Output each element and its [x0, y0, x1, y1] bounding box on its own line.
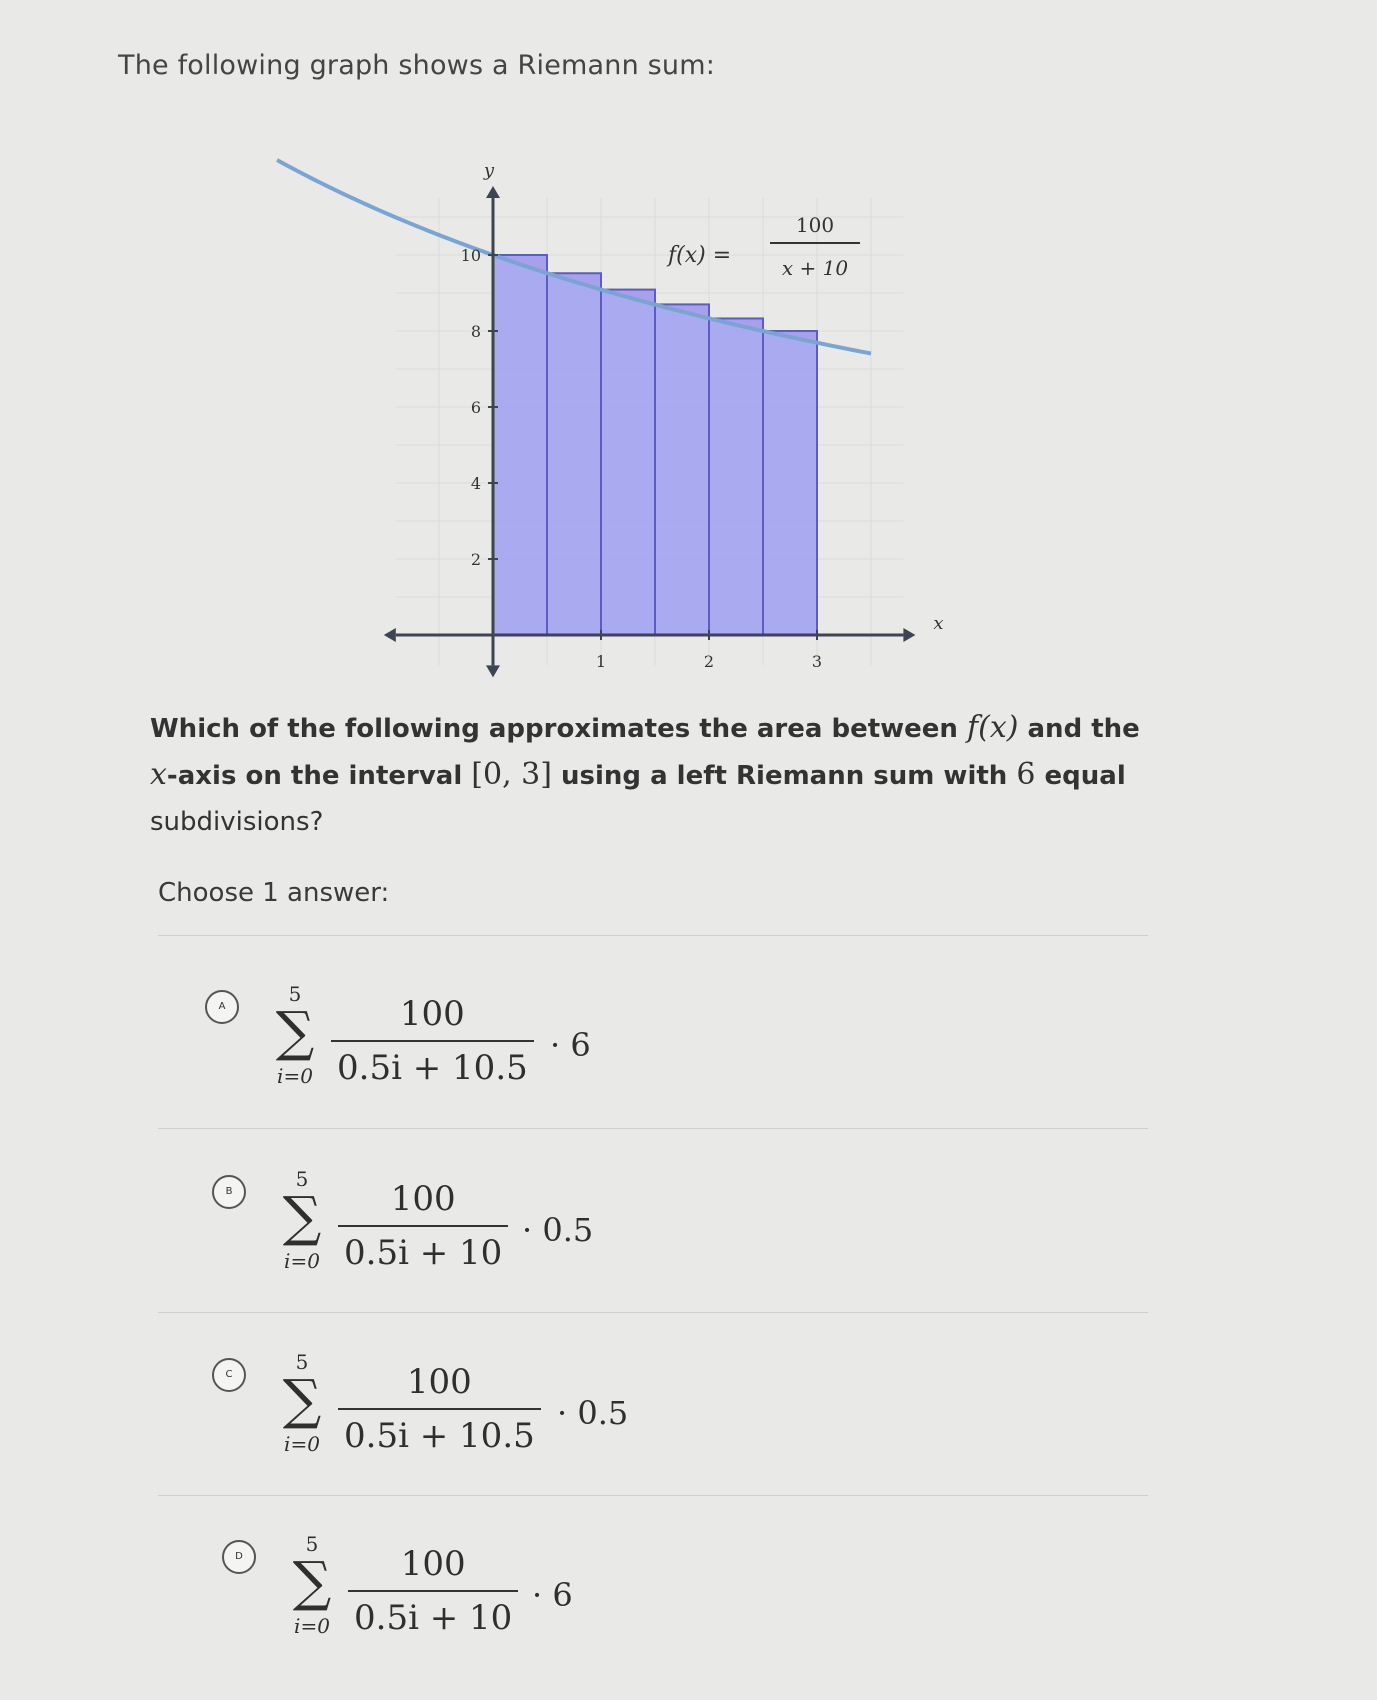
sigma-b — [272, 1167, 332, 1273]
divider — [158, 1128, 1148, 1129]
sigma-symbol-a: ∑ — [275, 1000, 315, 1063]
x-tick-label: 1 — [595, 652, 607, 671]
sigma-upper-b: 5 — [295, 1167, 309, 1191]
sigma-lower-a: i=0 — [277, 1064, 313, 1088]
sigma-c — [272, 1350, 332, 1456]
y-axis-arrow-down — [486, 665, 500, 677]
choice-b[interactable] — [212, 1167, 712, 1335]
denominator-d: 0.5i + 10 — [348, 1590, 518, 1638]
sum-expression-d — [282, 1532, 702, 1672]
riemann-rectangle-4 — [655, 304, 709, 635]
sigma-symbol-b: ∑ — [282, 1185, 322, 1248]
question-part1: Which of the following approximates the area between — [150, 714, 958, 744]
x-axis-arrow-left — [384, 628, 396, 642]
choice-a[interactable] — [205, 982, 705, 1150]
sigma-upper-a: 5 — [288, 982, 302, 1006]
question-part4: using a left Riemann sum with — [561, 761, 1008, 791]
question-part6: subdivisions? — [150, 807, 324, 837]
multiplier-b: · 0.5 — [522, 1211, 594, 1249]
sigma-d — [282, 1532, 342, 1638]
question-xvar: x — [150, 757, 167, 792]
sum-expression-c — [272, 1350, 692, 1490]
x-axis-label: x — [933, 613, 944, 634]
multiplier-c: · 0.5 — [557, 1394, 629, 1432]
denominator-a: 0.5i + 10.5 — [331, 1040, 534, 1088]
x-tick-label: 3 — [811, 652, 823, 671]
multiplier-d: · 6 — [532, 1576, 573, 1614]
fraction-a — [331, 994, 534, 1088]
y-tick-label: 4 — [470, 474, 481, 493]
question-part3: -axis on the interval — [166, 761, 463, 791]
sum-expression-b — [272, 1167, 692, 1307]
denominator-b: 0.5i + 10 — [338, 1225, 508, 1273]
sum-expression-a — [265, 982, 685, 1122]
sigma-symbol-c: ∑ — [282, 1368, 322, 1431]
denominator-c: 0.5i + 10.5 — [338, 1408, 541, 1456]
y-tick-label: 2 — [470, 550, 481, 569]
radio-c[interactable]: C — [212, 1358, 246, 1392]
intro-text: The following graph shows a Riemann sum: — [118, 50, 716, 81]
riemann-rectangle-2 — [547, 273, 601, 635]
divider — [158, 1495, 1148, 1496]
numerator-c: 100 — [406, 1362, 472, 1402]
radio-d[interactable]: D — [222, 1540, 256, 1574]
riemann-rectangle-6 — [763, 331, 817, 635]
choice-d[interactable] — [222, 1532, 722, 1700]
numerator-b: 100 — [390, 1179, 456, 1219]
sigma-symbol-d: ∑ — [292, 1550, 332, 1613]
choice-c[interactable] — [212, 1350, 712, 1518]
y-tick-label: 6 — [470, 398, 481, 417]
sigma-upper-c: 5 — [295, 1350, 309, 1374]
numerator-a: 100 — [399, 994, 465, 1034]
y-axis-arrow-up — [486, 186, 500, 198]
x-tick-label: 2 — [703, 652, 715, 671]
riemann-sum-graph — [0, 0, 1377, 700]
y-tick-label: 10 — [460, 246, 481, 265]
riemann-rectangle-3 — [601, 290, 655, 635]
multiplier-a: · 6 — [550, 1026, 591, 1064]
question-text — [150, 705, 1160, 845]
y-axis-label: y — [483, 160, 495, 181]
sigma-lower-c: i=0 — [284, 1432, 320, 1456]
function-label: f(x) = — [668, 243, 732, 268]
radio-b[interactable]: B — [212, 1175, 246, 1209]
question-f: f(x) — [967, 710, 1019, 745]
divider — [158, 1312, 1148, 1313]
function-numerator: 100 — [795, 213, 835, 237]
radio-a[interactable]: A — [205, 990, 239, 1024]
sigma-a — [265, 982, 325, 1088]
sigma-lower-b: i=0 — [284, 1249, 320, 1273]
question-interval: [0, 3] — [471, 757, 552, 792]
choose-label: Choose 1 answer: — [158, 878, 390, 908]
question-part5: equal — [1044, 761, 1126, 791]
question-part2: and the — [1027, 714, 1140, 744]
riemann-rectangle-5 — [709, 318, 763, 635]
fraction-c — [338, 1362, 541, 1456]
riemann-rectangle-1 — [493, 255, 547, 635]
fraction-b — [338, 1179, 508, 1273]
sigma-lower-d: i=0 — [294, 1614, 330, 1638]
numerator-d: 100 — [400, 1544, 466, 1584]
x-axis-arrow-right — [903, 628, 915, 642]
question-n: 6 — [1016, 757, 1036, 792]
fraction-d — [348, 1544, 518, 1638]
divider — [158, 935, 1148, 936]
sigma-upper-d: 5 — [305, 1532, 319, 1556]
y-tick-label: 8 — [470, 322, 481, 341]
function-denominator: x + 10 — [781, 256, 849, 280]
